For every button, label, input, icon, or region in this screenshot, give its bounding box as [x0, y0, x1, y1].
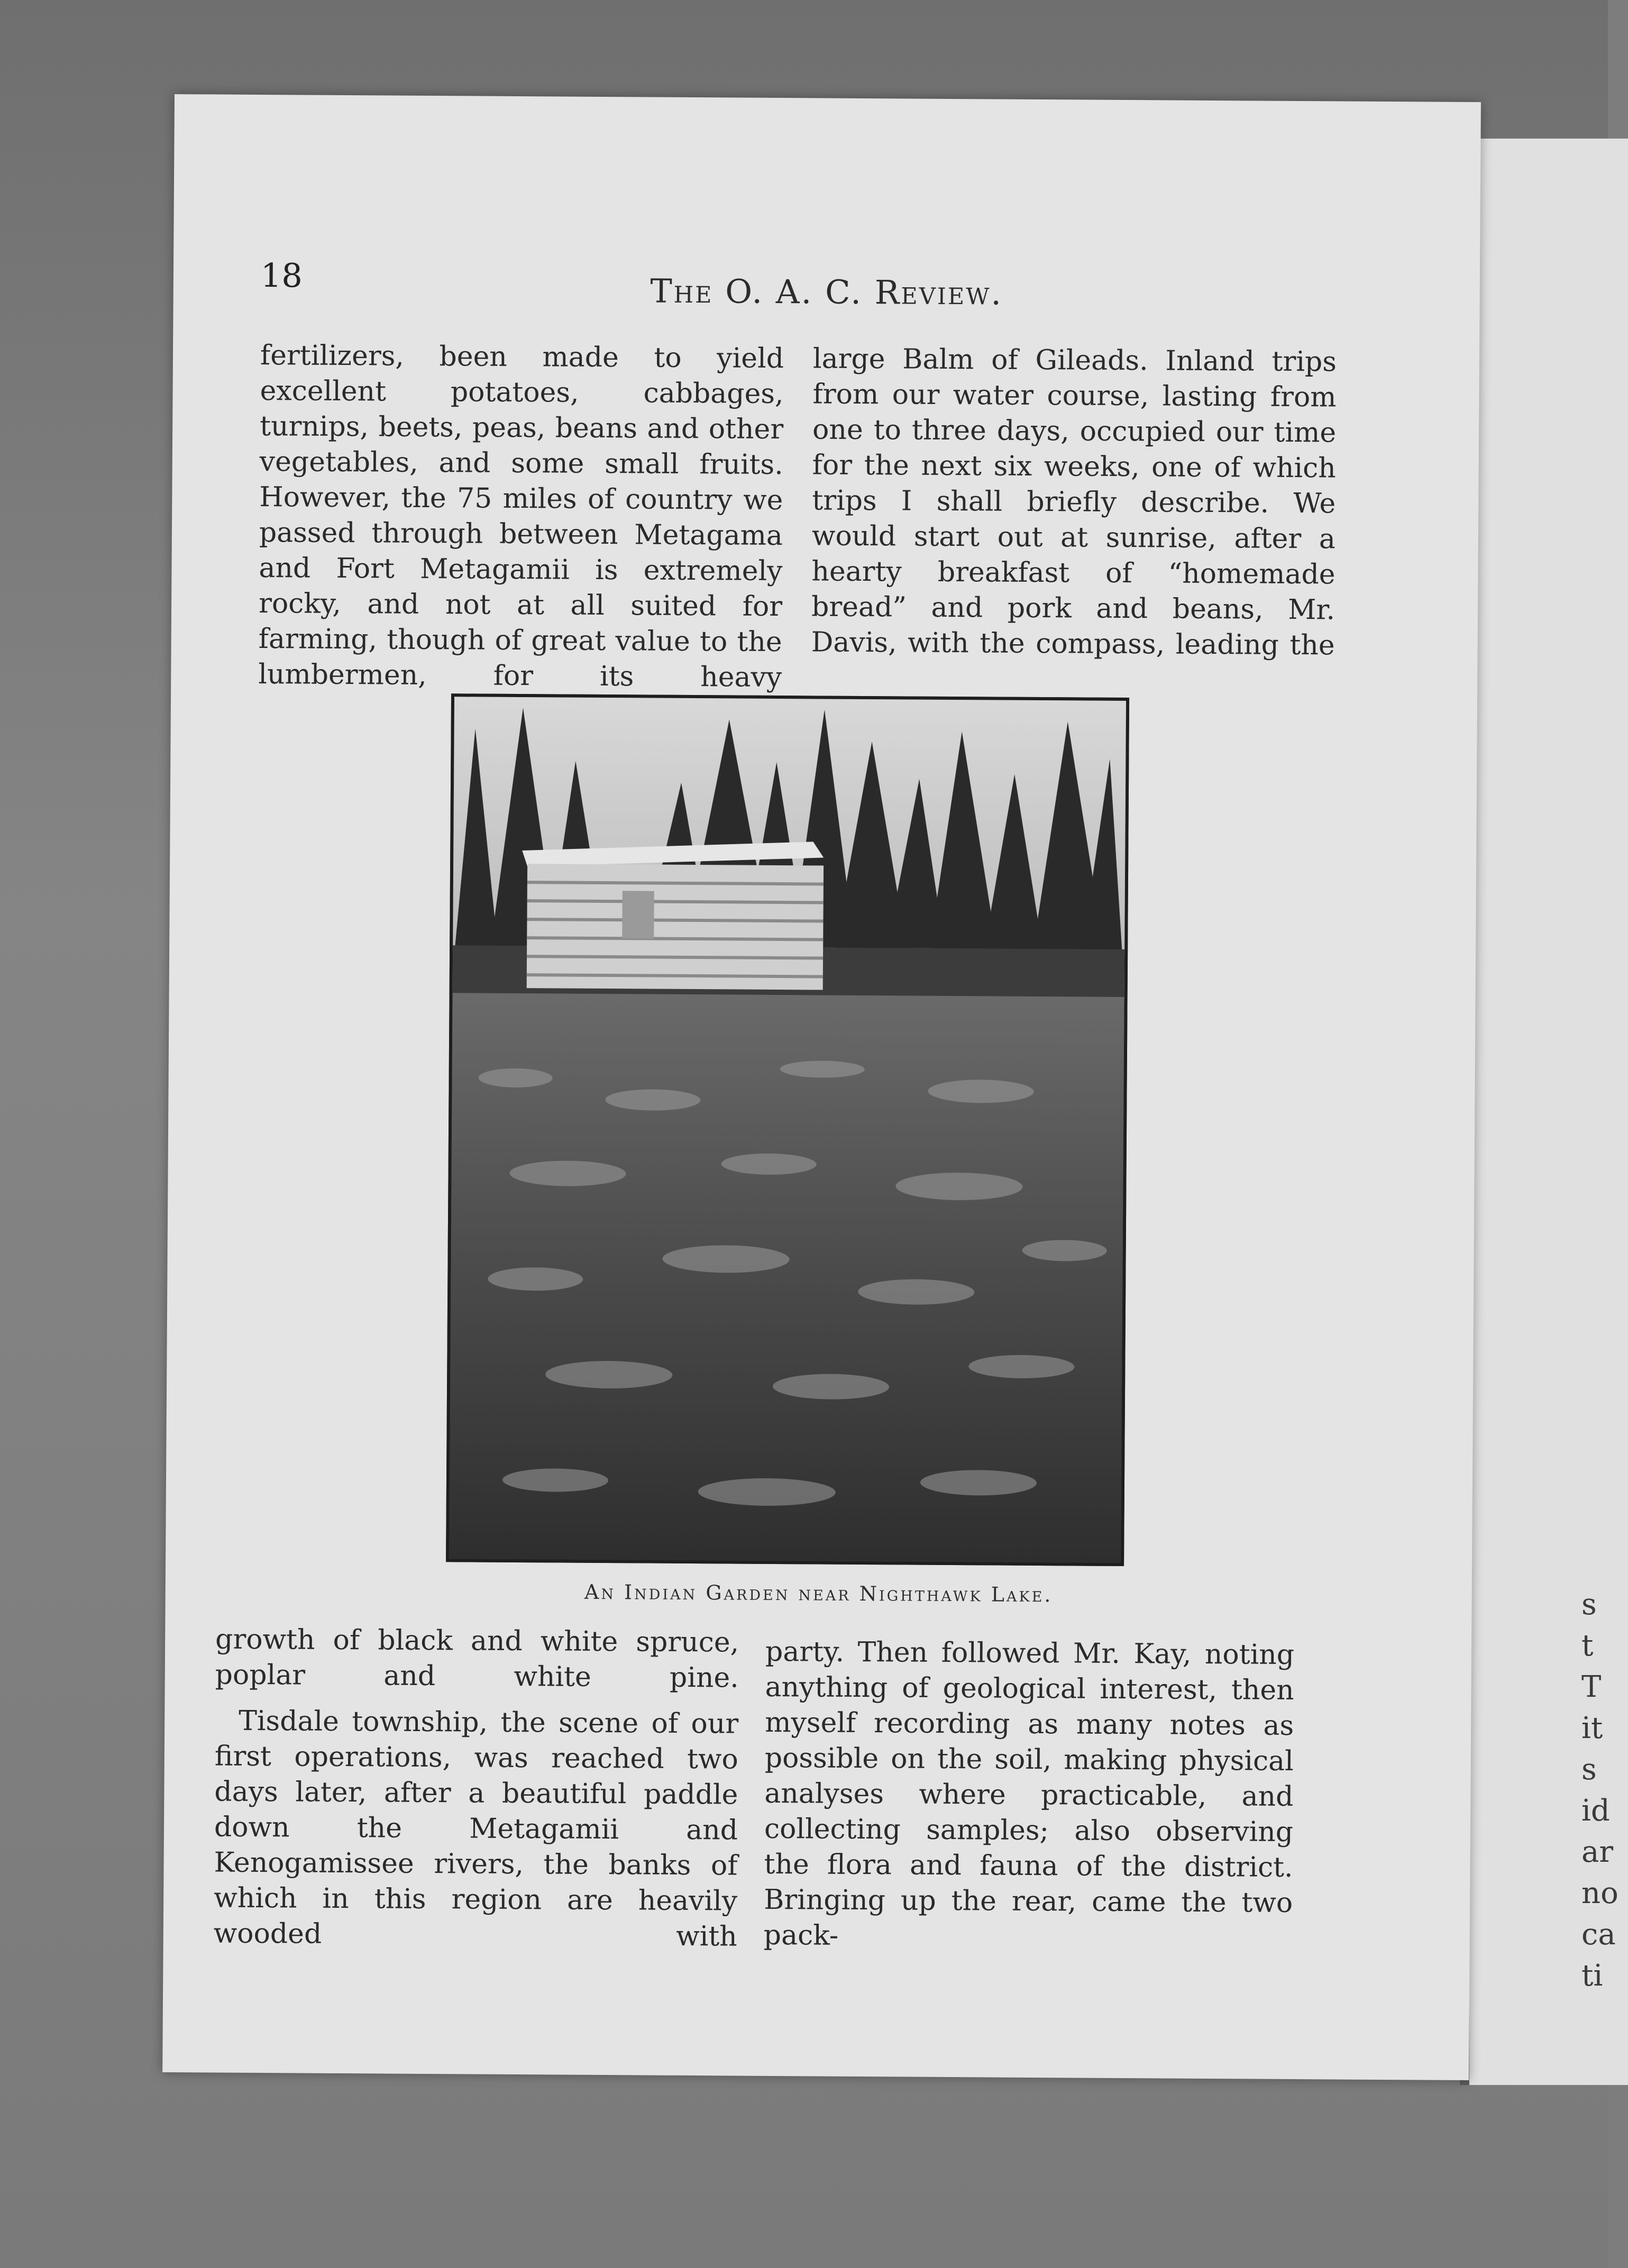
facing-page-fragment: no	[1581, 1876, 1618, 1910]
text-column-bottom-right	[764, 1634, 1295, 1956]
facing-page-fragment: id	[1581, 1794, 1610, 1828]
text-column-top-right	[811, 341, 1337, 663]
figure-caption: An Indian Garden near Nighthawk Lake.	[584, 1580, 1053, 1607]
book-page	[162, 94, 1481, 2080]
facing-page-fragment: ar	[1581, 1835, 1614, 1869]
facing-page-fragment: it	[1581, 1711, 1603, 1745]
paragraph: party. Then followed Mr. Kay, noting anything of geological interest, then myself recording as many notes as possible on the soil, making physical analyses where practicable, and collecting samples; also observing the flora and fauna of the district. Bringing up the rear, came the two pack-	[763, 1635, 1295, 1952]
page-number: 18	[260, 256, 303, 295]
facing-page-fragment: t	[1581, 1629, 1594, 1663]
paragraph: growth of black and white spruce, poplar and white pine.	[215, 1623, 739, 1694]
running-head: The O. A. C. Review.	[650, 271, 1003, 313]
photograph-indian-garden	[446, 693, 1129, 1566]
paragraph: fertilizers, been made to yield excellent potatoes, cabbages, turnips, beets, peas, beans and other vegetables, and some small fruits. However, the 75 miles of country we passed through between Metagama and Fort Metagamii is extremely rocky, and not at all suited for farming, though of great value to the lumbermen, for its heavy	[258, 339, 784, 694]
paragraph: Tisdale township, the scene of our first operations, was reached two days later, after a beautiful paddle down the Metagamii and Kenogamissee rivers, the banks of which in this region are heavily wooded with	[213, 1705, 739, 1953]
facing-page-fragment: T	[1581, 1670, 1602, 1704]
photo-illustration	[449, 697, 1126, 1563]
facing-page-fragment: s	[1581, 1752, 1597, 1787]
facing-page-text-fragments	[1581, 1584, 1618, 1997]
facing-page-fragment: s	[1581, 1587, 1597, 1622]
text-column-top-left	[258, 338, 784, 696]
facing-page-fragment: ca	[1581, 1917, 1616, 1952]
facing-page-fragment: ti	[1581, 1959, 1603, 1993]
text-column-bottom-left	[214, 1622, 739, 1955]
paragraph: large Balm of Gileads. Inland trips from our water course, lasting from one to three days, occupied our time for the next six weeks, one of which trips I shall briefly describe. We would start out at sunrise, after a hearty breakfast of “homemade bread” and pork and beans, Mr. Davis, with the compass, leading the	[811, 343, 1337, 662]
